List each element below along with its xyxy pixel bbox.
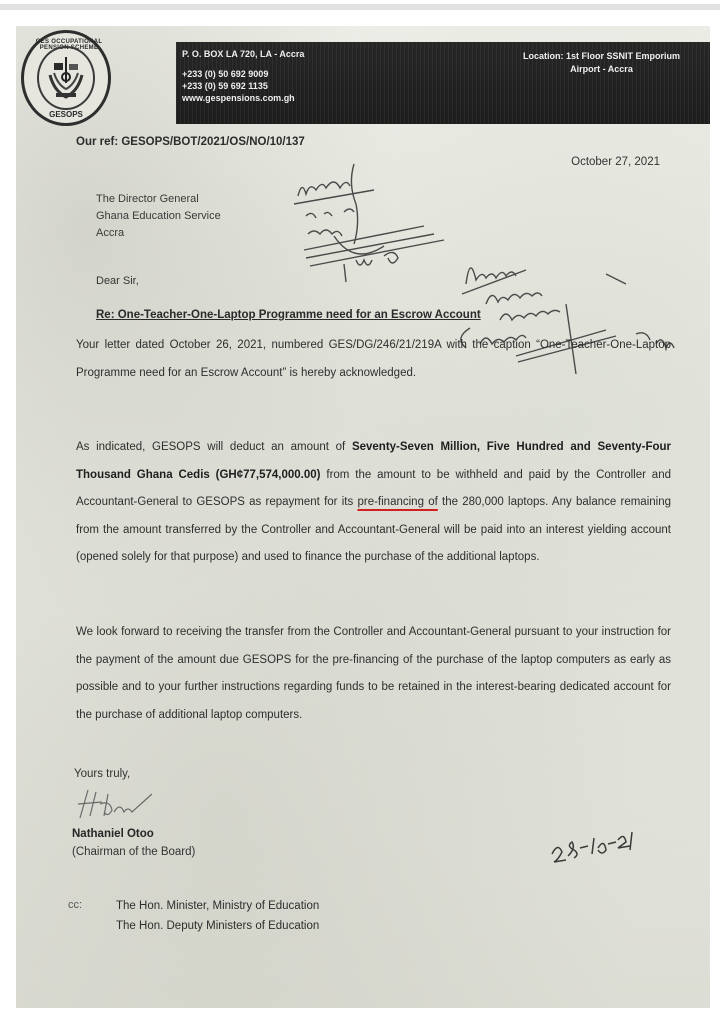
subject-line: Re: One-Teacher-One-Laptop Programme need for an Escrow Account <box>96 309 481 321</box>
cc-recipient: The Hon. Minister, Ministry of Education <box>116 900 320 912</box>
p2-text-a: As indicated, GESOPS will deduct an amount of <box>76 441 352 453</box>
emblem-crest-icon <box>46 55 86 101</box>
red-underlined-phrase: pre-financing of <box>357 496 438 508</box>
po-box: P. O. BOX LA 720, LA - Accra <box>182 49 305 59</box>
contact-block <box>182 48 304 104</box>
body-paragraph-3: We look forward to receiving the transfer from the Controller and Accountant-General pursuant to your instruction for the payment of the amount due GESOPS for the pre-financing of the purchase of the laptop computers as early as possible and to your further instructions regarding funds to be retained in the interest-bearing dedicated account for the purchase of additional laptop computers. <box>76 626 671 721</box>
cc-label: cc: <box>68 899 83 911</box>
location-line-2: Airport - Accra <box>570 64 633 74</box>
recipient-line-1: The Director General <box>96 193 199 205</box>
letterhead-banner <box>176 42 710 124</box>
recipient-line-2: Ghana Education Service <box>96 210 221 222</box>
location-line-1: Location: 1st Floor SSNIT Emporium <box>522 51 680 61</box>
phone-2: +233 (0) 59 692 1135 <box>182 81 268 91</box>
logo-acronym: GESOPS <box>49 110 83 119</box>
signature <box>74 786 154 822</box>
handwritten-minute-1 <box>284 154 484 284</box>
gesops-logo <box>21 30 111 126</box>
logo-ring-text: GES OCCUPATIONAL PENSION SCHEME <box>35 39 103 51</box>
recipient-address <box>96 191 221 242</box>
website: www.gespensions.com.gh <box>182 93 295 103</box>
recipient-line-3: Accra <box>96 227 125 239</box>
top-divider <box>0 4 720 10</box>
p2-text-c: the 280,000 laptops. Any balance remaining from the amount transferred by the Controller and Accountant-General will be paid into an interest yielding account (opened solely for that purpose) and used to finance the purchase of the additional laptops. <box>76 496 671 563</box>
phone-1: +233 (0) 50 692 9009 <box>182 69 269 79</box>
closing: Yours truly, <box>74 768 131 780</box>
cc-recipients <box>116 896 319 936</box>
letter-date: October 27, 2021 <box>571 156 660 168</box>
location-block <box>523 50 680 76</box>
letter-page <box>16 26 710 1008</box>
handwritten-received-date <box>546 826 636 866</box>
signer-name: Nathaniel Otoo <box>72 828 154 840</box>
cc-recipient: The Hon. Deputy Ministers of Education <box>116 920 320 932</box>
body-paragraph-2 <box>76 434 671 572</box>
reference-number: Our ref: GESOPS/BOT/2021/OS/NO/10/137 <box>76 136 305 148</box>
salutation: Dear Sir, <box>96 275 139 287</box>
p2-amount-bold: Seventy-Seven Million, Five Hundred and Seventy-Four Thousand Ghana Cedis (GH¢77,574,000.00) <box>76 441 671 481</box>
body-paragraph-1: Your letter dated October 26, 2021, numbered GES/DG/246/21/219A with the caption “One-Teacher-One-Laptop Programme need for an Escrow Account” is hereby acknowledged. <box>76 339 671 379</box>
signer-title: (Chairman of the Board) <box>72 846 196 858</box>
p2-text-b: from the amount to be withheld and paid by the Controller and Accountant-General to GESOPS as repayment for its <box>76 468 671 508</box>
